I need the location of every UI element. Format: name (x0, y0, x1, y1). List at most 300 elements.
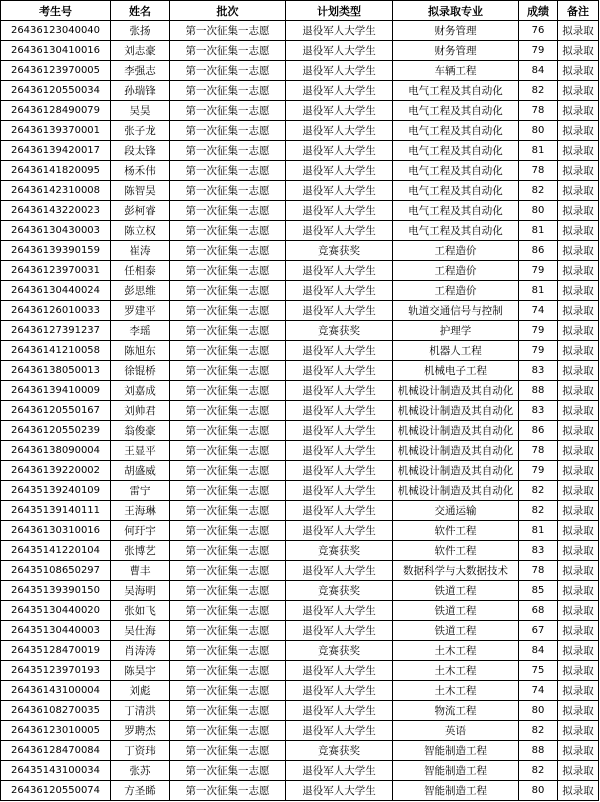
cell-score: 84 (519, 641, 558, 661)
cell-major: 财务管理 (393, 21, 519, 41)
table-row (1, 401, 599, 421)
cell-name: 罗聘杰 (111, 721, 170, 741)
table-row (1, 181, 599, 201)
cell-remark: 拟录取 (558, 741, 599, 761)
table-row (1, 521, 599, 541)
cell-exam-id: 26436130310016 (1, 521, 111, 541)
table-row (1, 41, 599, 61)
cell-plan-type: 退役军人大学生 (286, 701, 393, 721)
cell-plan-type: 退役军人大学生 (286, 101, 393, 121)
cell-remark: 拟录取 (558, 421, 599, 441)
cell-name: 丁资玮 (111, 741, 170, 761)
cell-remark: 拟录取 (558, 781, 599, 801)
cell-remark: 拟录取 (558, 541, 599, 561)
cell-major: 智能制造工程 (393, 781, 519, 801)
cell-score: 81 (519, 521, 558, 541)
cell-plan-type: 退役军人大学生 (286, 161, 393, 181)
cell-exam-id: 26436123970031 (1, 261, 111, 281)
cell-major: 英语 (393, 721, 519, 741)
cell-plan-type: 竞赛获奖 (286, 541, 393, 561)
cell-exam-id: 26436139370001 (1, 121, 111, 141)
cell-exam-id: 26435139140111 (1, 501, 111, 521)
table-row (1, 661, 599, 681)
cell-plan-type: 退役军人大学生 (286, 41, 393, 61)
table-row (1, 481, 599, 501)
cell-remark: 拟录取 (558, 701, 599, 721)
cell-remark: 拟录取 (558, 121, 599, 141)
cell-major: 机械设计制造及其自动化 (393, 461, 519, 481)
cell-name: 吴仕海 (111, 621, 170, 641)
cell-exam-id: 26436120550239 (1, 421, 111, 441)
cell-plan-type: 竞赛获奖 (286, 241, 393, 261)
cell-remark: 拟录取 (558, 201, 599, 221)
cell-batch: 第一次征集一志愿 (170, 581, 286, 601)
cell-batch: 第一次征集一志愿 (170, 641, 286, 661)
cell-score: 88 (519, 741, 558, 761)
cell-score: 78 (519, 161, 558, 181)
cell-exam-id: 26436128490079 (1, 101, 111, 121)
cell-exam-id: 26436130410016 (1, 41, 111, 61)
cell-remark: 拟录取 (558, 621, 599, 641)
cell-score: 78 (519, 561, 558, 581)
cell-plan-type: 退役军人大学生 (286, 481, 393, 501)
cell-score: 84 (519, 61, 558, 81)
cell-plan-type: 竞赛获奖 (286, 641, 393, 661)
table-row (1, 701, 599, 721)
cell-name: 陈昊宇 (111, 661, 170, 681)
cell-major: 财务管理 (393, 41, 519, 61)
table-row (1, 641, 599, 661)
cell-major: 铁道工程 (393, 581, 519, 601)
cell-remark: 拟录取 (558, 221, 599, 241)
cell-exam-id: 26435123970193 (1, 661, 111, 681)
cell-exam-id: 26436130430003 (1, 221, 111, 241)
cell-exam-id: 26436130440024 (1, 281, 111, 301)
cell-plan-type: 退役军人大学生 (286, 501, 393, 521)
cell-name: 张子龙 (111, 121, 170, 141)
cell-batch: 第一次征集一志愿 (170, 441, 286, 461)
table-row (1, 601, 599, 621)
header-exam-id: 考生号 (1, 1, 111, 21)
cell-remark: 拟录取 (558, 721, 599, 741)
cell-plan-type: 退役军人大学生 (286, 21, 393, 41)
cell-plan-type: 退役军人大学生 (286, 561, 393, 581)
cell-remark: 拟录取 (558, 361, 599, 381)
cell-score: 88 (519, 381, 558, 401)
cell-plan-type: 竞赛获奖 (286, 581, 393, 601)
cell-remark: 拟录取 (558, 441, 599, 461)
cell-major: 交通运输 (393, 501, 519, 521)
cell-batch: 第一次征集一志愿 (170, 741, 286, 761)
cell-plan-type: 退役军人大学生 (286, 141, 393, 161)
cell-remark: 拟录取 (558, 581, 599, 601)
table-row (1, 421, 599, 441)
cell-name: 刘志豪 (111, 41, 170, 61)
cell-plan-type: 退役军人大学生 (286, 621, 393, 641)
cell-name: 徐锟桥 (111, 361, 170, 381)
cell-batch: 第一次征集一志愿 (170, 201, 286, 221)
cell-score: 74 (519, 301, 558, 321)
cell-exam-id: 26436138050013 (1, 361, 111, 381)
cell-exam-id: 26435139390150 (1, 581, 111, 601)
cell-batch: 第一次征集一志愿 (170, 321, 286, 341)
cell-exam-id: 26435141220104 (1, 541, 111, 561)
cell-major: 软件工程 (393, 521, 519, 541)
cell-major: 电气工程及其自动化 (393, 201, 519, 221)
cell-name: 丁清洪 (111, 701, 170, 721)
cell-exam-id: 26436143100004 (1, 681, 111, 701)
cell-exam-id: 26435130440020 (1, 601, 111, 621)
cell-score: 82 (519, 721, 558, 741)
cell-plan-type: 退役军人大学生 (286, 721, 393, 741)
cell-major: 工程造价 (393, 241, 519, 261)
cell-batch: 第一次征集一志愿 (170, 121, 286, 141)
cell-exam-id: 26436123040040 (1, 21, 111, 41)
cell-batch: 第一次征集一志愿 (170, 181, 286, 201)
cell-batch: 第一次征集一志愿 (170, 401, 286, 421)
cell-major: 车辆工程 (393, 61, 519, 81)
table-row (1, 81, 599, 101)
cell-batch: 第一次征集一志愿 (170, 241, 286, 261)
cell-name: 何玗宇 (111, 521, 170, 541)
cell-name: 张扬 (111, 21, 170, 41)
cell-score: 79 (519, 261, 558, 281)
cell-batch: 第一次征集一志愿 (170, 361, 286, 381)
cell-major: 机器人工程 (393, 341, 519, 361)
table-row (1, 261, 599, 281)
cell-major: 物流工程 (393, 701, 519, 721)
cell-score: 86 (519, 421, 558, 441)
cell-remark: 拟录取 (558, 261, 599, 281)
cell-score: 79 (519, 461, 558, 481)
table-row (1, 221, 599, 241)
table-row (1, 61, 599, 81)
cell-score: 81 (519, 281, 558, 301)
cell-remark: 拟录取 (558, 501, 599, 521)
cell-score: 82 (519, 181, 558, 201)
cell-batch: 第一次征集一志愿 (170, 41, 286, 61)
cell-remark: 拟录取 (558, 241, 599, 261)
cell-exam-id: 26436141210058 (1, 341, 111, 361)
cell-score: 76 (519, 21, 558, 41)
cell-score: 68 (519, 601, 558, 621)
cell-remark: 拟录取 (558, 481, 599, 501)
cell-major: 土木工程 (393, 641, 519, 661)
cell-major: 铁道工程 (393, 601, 519, 621)
cell-batch: 第一次征集一志愿 (170, 721, 286, 741)
cell-plan-type: 退役军人大学生 (286, 601, 393, 621)
cell-batch: 第一次征集一志愿 (170, 501, 286, 521)
cell-score: 78 (519, 101, 558, 121)
table-row (1, 321, 599, 341)
header-plan-type: 计划类型 (286, 1, 393, 21)
header-row (1, 1, 599, 21)
cell-remark: 拟录取 (558, 21, 599, 41)
cell-name: 彭柯睿 (111, 201, 170, 221)
table-row (1, 241, 599, 261)
table-row (1, 581, 599, 601)
cell-plan-type: 退役军人大学生 (286, 61, 393, 81)
cell-major: 土木工程 (393, 681, 519, 701)
table-body (1, 21, 599, 801)
cell-batch: 第一次征集一志愿 (170, 21, 286, 41)
cell-score: 75 (519, 661, 558, 681)
cell-remark: 拟录取 (558, 641, 599, 661)
cell-exam-id: 26435108650297 (1, 561, 111, 581)
table-row (1, 301, 599, 321)
table-row (1, 781, 599, 801)
cell-exam-id: 26436138090004 (1, 441, 111, 461)
table-row (1, 761, 599, 781)
cell-name: 翁俊豪 (111, 421, 170, 441)
cell-name: 方圣睎 (111, 781, 170, 801)
cell-name: 任相泰 (111, 261, 170, 281)
cell-remark: 拟录取 (558, 161, 599, 181)
cell-batch: 第一次征集一志愿 (170, 521, 286, 541)
cell-remark: 拟录取 (558, 101, 599, 121)
cell-exam-id: 26435143100034 (1, 761, 111, 781)
table-row (1, 741, 599, 761)
cell-major: 土木工程 (393, 661, 519, 681)
cell-major: 智能制造工程 (393, 761, 519, 781)
cell-exam-id: 26435130440003 (1, 621, 111, 641)
cell-plan-type: 退役军人大学生 (286, 301, 393, 321)
cell-plan-type: 退役军人大学生 (286, 681, 393, 701)
cell-batch: 第一次征集一志愿 (170, 161, 286, 181)
cell-score: 82 (519, 761, 558, 781)
cell-name: 崔涛 (111, 241, 170, 261)
cell-batch: 第一次征集一志愿 (170, 601, 286, 621)
cell-name: 吴昊 (111, 101, 170, 121)
cell-major: 工程造价 (393, 261, 519, 281)
cell-name: 陈立权 (111, 221, 170, 241)
cell-score: 80 (519, 781, 558, 801)
table-row (1, 121, 599, 141)
cell-batch: 第一次征集一志愿 (170, 341, 286, 361)
table-row (1, 101, 599, 121)
cell-name: 张博艺 (111, 541, 170, 561)
cell-batch: 第一次征集一志愿 (170, 661, 286, 681)
cell-exam-id: 26436120550034 (1, 81, 111, 101)
cell-score: 80 (519, 701, 558, 721)
cell-remark: 拟录取 (558, 681, 599, 701)
cell-exam-id: 26436123970005 (1, 61, 111, 81)
cell-plan-type: 退役军人大学生 (286, 201, 393, 221)
cell-major: 电气工程及其自动化 (393, 121, 519, 141)
cell-name: 张苏 (111, 761, 170, 781)
table-row (1, 461, 599, 481)
cell-score: 85 (519, 581, 558, 601)
cell-batch: 第一次征集一志愿 (170, 381, 286, 401)
cell-batch: 第一次征集一志愿 (170, 781, 286, 801)
cell-plan-type: 退役军人大学生 (286, 261, 393, 281)
cell-score: 83 (519, 401, 558, 421)
cell-exam-id: 26436108270035 (1, 701, 111, 721)
cell-name: 张如飞 (111, 601, 170, 621)
cell-batch: 第一次征集一志愿 (170, 461, 286, 481)
cell-plan-type: 退役军人大学生 (286, 461, 393, 481)
cell-exam-id: 26436139410009 (1, 381, 111, 401)
table-row (1, 441, 599, 461)
cell-major: 电气工程及其自动化 (393, 181, 519, 201)
cell-batch: 第一次征集一志愿 (170, 261, 286, 281)
cell-exam-id: 26436127391237 (1, 321, 111, 341)
cell-name: 李瑶 (111, 321, 170, 341)
cell-remark: 拟录取 (558, 301, 599, 321)
cell-score: 80 (519, 201, 558, 221)
cell-score: 82 (519, 481, 558, 501)
cell-exam-id: 26435139240109 (1, 481, 111, 501)
table-row (1, 161, 599, 181)
table-row (1, 141, 599, 161)
cell-name: 杨禾伟 (111, 161, 170, 181)
cell-exam-id: 26436126010033 (1, 301, 111, 321)
cell-major: 智能制造工程 (393, 741, 519, 761)
cell-name: 王显平 (111, 441, 170, 461)
cell-exam-id: 26436120550074 (1, 781, 111, 801)
cell-score: 78 (519, 441, 558, 461)
table-row (1, 341, 599, 361)
cell-major: 电气工程及其自动化 (393, 141, 519, 161)
cell-plan-type: 退役军人大学生 (286, 81, 393, 101)
cell-batch: 第一次征集一志愿 (170, 141, 286, 161)
cell-score: 81 (519, 141, 558, 161)
cell-major: 数据科学与大数据技术 (393, 561, 519, 581)
cell-score: 67 (519, 621, 558, 641)
cell-exam-id: 26436120550167 (1, 401, 111, 421)
cell-name: 彭思维 (111, 281, 170, 301)
cell-name: 孙瑞锋 (111, 81, 170, 101)
cell-batch: 第一次征集一志愿 (170, 701, 286, 721)
cell-major: 护理学 (393, 321, 519, 341)
cell-remark: 拟录取 (558, 601, 599, 621)
cell-plan-type: 退役军人大学生 (286, 281, 393, 301)
cell-major: 铁道工程 (393, 621, 519, 641)
cell-major: 电气工程及其自动化 (393, 101, 519, 121)
cell-plan-type: 退役军人大学生 (286, 421, 393, 441)
cell-major: 电气工程及其自动化 (393, 81, 519, 101)
cell-batch: 第一次征集一志愿 (170, 421, 286, 441)
cell-name: 刘彪 (111, 681, 170, 701)
cell-name: 吴海明 (111, 581, 170, 601)
cell-name: 肖涛涛 (111, 641, 170, 661)
cell-remark: 拟录取 (558, 401, 599, 421)
cell-score: 82 (519, 501, 558, 521)
header-remark: 备注 (558, 1, 599, 21)
cell-remark: 拟录取 (558, 181, 599, 201)
cell-score: 83 (519, 541, 558, 561)
cell-score: 82 (519, 81, 558, 101)
table-row (1, 561, 599, 581)
cell-plan-type: 退役军人大学生 (286, 221, 393, 241)
table-row (1, 361, 599, 381)
cell-score: 83 (519, 361, 558, 381)
cell-exam-id: 26436139420017 (1, 141, 111, 161)
cell-major: 电气工程及其自动化 (393, 161, 519, 181)
table-row (1, 541, 599, 561)
cell-exam-id: 26436123010005 (1, 721, 111, 741)
cell-score: 86 (519, 241, 558, 261)
cell-batch: 第一次征集一志愿 (170, 81, 286, 101)
header-batch: 批次 (170, 1, 286, 21)
header-major: 拟录取专业 (393, 1, 519, 21)
cell-remark: 拟录取 (558, 81, 599, 101)
cell-plan-type: 竞赛获奖 (286, 321, 393, 341)
cell-remark: 拟录取 (558, 661, 599, 681)
cell-batch: 第一次征集一志愿 (170, 301, 286, 321)
cell-plan-type: 退役军人大学生 (286, 781, 393, 801)
cell-plan-type: 退役军人大学生 (286, 761, 393, 781)
table-row (1, 501, 599, 521)
cell-major: 机械设计制造及其自动化 (393, 381, 519, 401)
cell-remark: 拟录取 (558, 761, 599, 781)
cell-plan-type: 退役军人大学生 (286, 121, 393, 141)
cell-exam-id: 26436139390159 (1, 241, 111, 261)
cell-major: 轨道交通信号与控制 (393, 301, 519, 321)
cell-score: 79 (519, 321, 558, 341)
cell-plan-type: 退役军人大学生 (286, 521, 393, 541)
cell-name: 胡盛威 (111, 461, 170, 481)
header-score: 成绩 (519, 1, 558, 21)
cell-batch: 第一次征集一志愿 (170, 481, 286, 501)
cell-plan-type: 退役军人大学生 (286, 401, 393, 421)
cell-exam-id: 26435128470019 (1, 641, 111, 661)
cell-name: 王海琳 (111, 501, 170, 521)
header-name: 姓名 (111, 1, 170, 21)
cell-score: 80 (519, 121, 558, 141)
cell-plan-type: 竞赛获奖 (286, 741, 393, 761)
cell-batch: 第一次征集一志愿 (170, 561, 286, 581)
cell-score: 79 (519, 341, 558, 361)
cell-plan-type: 退役军人大学生 (286, 441, 393, 461)
cell-batch: 第一次征集一志愿 (170, 61, 286, 81)
cell-batch: 第一次征集一志愿 (170, 681, 286, 701)
cell-batch: 第一次征集一志愿 (170, 221, 286, 241)
cell-plan-type: 退役军人大学生 (286, 181, 393, 201)
cell-batch: 第一次征集一志愿 (170, 281, 286, 301)
cell-major: 机械电子工程 (393, 361, 519, 381)
cell-name: 刘帅君 (111, 401, 170, 421)
cell-remark: 拟录取 (558, 321, 599, 341)
table-row (1, 21, 599, 41)
cell-batch: 第一次征集一志愿 (170, 621, 286, 641)
cell-remark: 拟录取 (558, 521, 599, 541)
cell-exam-id: 26436139220002 (1, 461, 111, 481)
cell-major: 机械设计制造及其自动化 (393, 441, 519, 461)
cell-batch: 第一次征集一志愿 (170, 101, 286, 121)
table-row (1, 721, 599, 741)
cell-exam-id: 26436128470084 (1, 741, 111, 761)
cell-major: 工程造价 (393, 281, 519, 301)
cell-name: 陈旭东 (111, 341, 170, 361)
table-row (1, 281, 599, 301)
cell-remark: 拟录取 (558, 561, 599, 581)
cell-score: 79 (519, 41, 558, 61)
cell-major: 软件工程 (393, 541, 519, 561)
cell-batch: 第一次征集一志愿 (170, 541, 286, 561)
cell-name: 陈智昊 (111, 181, 170, 201)
cell-batch: 第一次征集一志愿 (170, 761, 286, 781)
cell-remark: 拟录取 (558, 461, 599, 481)
cell-remark: 拟录取 (558, 281, 599, 301)
cell-name: 罗建平 (111, 301, 170, 321)
table-row (1, 621, 599, 641)
table-row (1, 201, 599, 221)
cell-major: 电气工程及其自动化 (393, 221, 519, 241)
cell-major: 机械设计制造及其自动化 (393, 421, 519, 441)
cell-name: 刘嘉成 (111, 381, 170, 401)
table-row (1, 381, 599, 401)
